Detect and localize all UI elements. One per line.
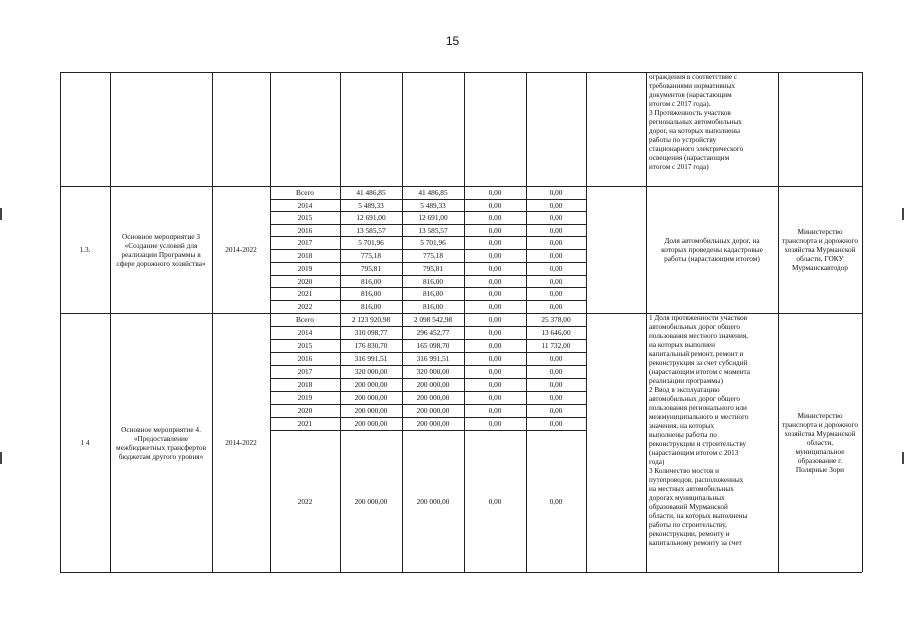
cell-local: 0,00 bbox=[549, 238, 563, 247]
indicator-line: путепроводов, расположенных bbox=[649, 476, 744, 484]
indicator-line: 1 Доля протяженности участков bbox=[649, 314, 748, 322]
cell-year: 2015 bbox=[297, 341, 313, 350]
cell-total: 200 000,00 bbox=[354, 406, 388, 415]
indicator-line: итогом с 2017 года). bbox=[649, 100, 711, 108]
table-column-border bbox=[646, 72, 647, 572]
cell-local: 0,00 bbox=[549, 380, 563, 389]
cell-year: 2014 bbox=[297, 328, 313, 337]
indicator-line: области, на которых выполнены bbox=[649, 512, 748, 520]
cell-total: 200 000,00 bbox=[354, 380, 388, 389]
scan-edge-mark-right-top bbox=[902, 208, 904, 220]
cell-federal: 0,00 bbox=[488, 200, 502, 210]
cell-year: 2021 bbox=[297, 419, 313, 428]
target-indicator: Доля автомобильных дорог, на которых проведены кадастровые работы (нарастающим итогом) bbox=[661, 236, 763, 263]
indicator-line: на которых выполнен bbox=[649, 341, 715, 349]
cell-regional: 296 452,77 bbox=[416, 328, 450, 337]
continuation-indicator-text bbox=[649, 73, 775, 172]
cell-year: 2014 bbox=[297, 200, 313, 210]
cell-local: 0,00 bbox=[549, 367, 563, 376]
cell-regional: 816,00 bbox=[422, 276, 444, 286]
cell-regional: 200 000,00 bbox=[416, 380, 450, 389]
cell-local: 0,00 bbox=[549, 496, 563, 506]
cell-total: 2 123 920,98 bbox=[351, 315, 391, 324]
cell-local: 0,00 bbox=[549, 213, 563, 222]
cell-regional: 200 000,00 bbox=[416, 419, 450, 428]
cell-federal: 0,00 bbox=[488, 188, 502, 197]
cell-federal: 0,00 bbox=[488, 367, 502, 376]
cell-federal: 0,00 bbox=[488, 276, 502, 286]
cell-local: 0,00 bbox=[549, 264, 563, 273]
indicator-line: пользования регионального или bbox=[649, 404, 747, 412]
cell-total: 5 701,96 bbox=[358, 238, 384, 247]
cell-federal: 0,00 bbox=[488, 328, 502, 337]
indicator-line: капитальный ремонт, ремонт и bbox=[649, 350, 744, 358]
cell-year: 2016 bbox=[297, 354, 313, 363]
indicator-line: реализации программы) bbox=[649, 377, 724, 385]
indicator-line: дорогах муниципальных bbox=[649, 494, 725, 502]
indicator-line: пользования местного значения, bbox=[649, 332, 748, 340]
cell-regional: 816,00 bbox=[422, 289, 444, 298]
cell-total: 200 000,00 bbox=[354, 419, 388, 428]
indicator-line: требованиями нормативных bbox=[649, 82, 736, 90]
scan-edge-mark-left-bottom bbox=[0, 452, 2, 464]
indicator-line: автомобильных дорог общего bbox=[649, 395, 741, 403]
indicator-line: 2 Ввод в эксплуатацию bbox=[649, 386, 720, 394]
indicator-line: работы по строительству, bbox=[649, 521, 727, 529]
cell-local: 0,00 bbox=[549, 225, 563, 235]
cell-total: 41 486,85 bbox=[356, 188, 386, 197]
cell-regional: 12 691,00 bbox=[418, 213, 448, 222]
indicator-line: реконструкции и строительству bbox=[649, 440, 747, 448]
cell-total: 816,00 bbox=[360, 289, 382, 298]
indicator-line: межмуниципального и местного bbox=[649, 413, 749, 421]
period: 2014-2022 bbox=[225, 245, 257, 254]
cell-year: 2020 bbox=[297, 276, 313, 286]
table-column-border bbox=[586, 72, 587, 572]
cell-local: 11 732,00 bbox=[541, 341, 571, 350]
cell-federal: 0,00 bbox=[488, 213, 502, 222]
period: 2014-2022 bbox=[225, 438, 257, 447]
cell-local: 0,00 bbox=[549, 276, 563, 286]
cell-federal: 0,00 bbox=[488, 419, 502, 428]
cell-year: Всего bbox=[296, 315, 314, 324]
indicator-line: 3 Количество мостов и bbox=[649, 467, 719, 475]
cell-federal: 0,00 bbox=[488, 264, 502, 273]
cell-federal: 0,00 bbox=[488, 225, 502, 235]
cell-regional: 5 701,96 bbox=[420, 238, 446, 247]
cell-federal: 0,00 bbox=[488, 341, 502, 350]
target-indicator bbox=[649, 314, 775, 571]
indicator-line: реконструкции, ремонту и bbox=[649, 530, 730, 538]
indicator-line: освещения (нарастающим bbox=[649, 154, 730, 162]
cell-federal: 0,00 bbox=[488, 393, 502, 402]
cell-year: 2022 bbox=[297, 302, 313, 311]
indicator-line: (нарастающим итогом с момента bbox=[649, 368, 750, 376]
cell-local: 0,00 bbox=[549, 406, 563, 415]
cell-total: 12 691,00 bbox=[356, 213, 386, 222]
cell-total: 795,81 bbox=[360, 264, 382, 273]
indicator-line: реконструкция за счет субсидий bbox=[649, 359, 748, 367]
cell-regional: 200 000,00 bbox=[416, 393, 450, 402]
cell-federal: 0,00 bbox=[488, 315, 502, 324]
cell-federal: 0,00 bbox=[488, 354, 502, 363]
executor: Министерство транспорта и дорожного хозяйства Мурманской области, ГОКУ Мурманскавтодор bbox=[782, 227, 859, 272]
cell-year: 2016 bbox=[297, 225, 313, 235]
cell-local: 0,00 bbox=[549, 302, 563, 311]
cell-regional: 13 585,57 bbox=[418, 225, 448, 235]
cell-total: 320 000,00 bbox=[354, 367, 388, 376]
cell-local: 0,00 bbox=[549, 393, 563, 402]
table-column-border bbox=[110, 72, 111, 572]
cell-year: 2020 bbox=[297, 406, 313, 415]
cell-local: 0,00 bbox=[549, 200, 563, 210]
cell-total: 200 000,00 bbox=[354, 393, 388, 402]
cell-local: 0,00 bbox=[549, 419, 563, 428]
cell-total: 176 830,70 bbox=[354, 341, 388, 350]
cell-regional: 795,81 bbox=[422, 264, 444, 273]
row-number: 1.3. bbox=[79, 245, 91, 254]
cell-local: 0,00 bbox=[549, 251, 563, 260]
cell-year: 2018 bbox=[297, 251, 313, 260]
cell-federal: 0,00 bbox=[488, 251, 502, 260]
cell-regional: 200 000,00 bbox=[416, 406, 450, 415]
cell-federal: 0,00 bbox=[488, 289, 502, 298]
row-number: 1 4 bbox=[80, 438, 90, 447]
cell-year: 2015 bbox=[297, 213, 313, 222]
executor: Министерство транспорта и дорожного хозяйства Мурманской области, муниципальное образование г. Полярные Зори bbox=[782, 411, 859, 474]
cell-year: 2019 bbox=[297, 264, 313, 273]
table-column-border bbox=[862, 72, 863, 572]
cell-regional: 816,00 bbox=[422, 302, 444, 311]
cell-regional: 320 000,00 bbox=[416, 367, 450, 376]
cell-total: 816,00 bbox=[360, 302, 382, 311]
cell-local: 0,00 bbox=[549, 289, 563, 298]
cell-local: 13 646,00 bbox=[541, 328, 571, 337]
cell-federal: 0,00 bbox=[488, 238, 502, 247]
indicator-line: образований Мурманской bbox=[649, 503, 728, 511]
cell-total: 5 489,33 bbox=[358, 200, 384, 210]
cell-regional: 5 489,33 bbox=[420, 200, 446, 210]
cell-year: Всего bbox=[296, 188, 314, 197]
cell-total: 316 991,51 bbox=[354, 354, 388, 363]
cell-local: 25 378,00 bbox=[541, 315, 571, 324]
cell-federal: 0,00 bbox=[488, 496, 502, 506]
table-row-border bbox=[60, 572, 862, 573]
table-column-border bbox=[778, 72, 779, 572]
cell-year: 2017 bbox=[297, 367, 313, 376]
cell-local: 0,00 bbox=[549, 354, 563, 363]
indicator-line: стационарного электрического bbox=[649, 145, 744, 153]
indicator-line: работы по устройству bbox=[649, 136, 717, 144]
cell-regional: 316 991,51 bbox=[416, 354, 450, 363]
cell-total: 310 098,77 bbox=[354, 328, 388, 337]
indicator-line: капитальному ремонту за счет bbox=[649, 539, 742, 547]
indicator-line: (нарастающим итогом с 2013 bbox=[649, 449, 739, 457]
indicator-line: итогом с 2017 года) bbox=[649, 163, 709, 171]
indicator-line: ограждения в соответствие с bbox=[649, 73, 738, 81]
cell-regional: 165 098,70 bbox=[416, 341, 450, 350]
cell-federal: 0,00 bbox=[488, 406, 502, 415]
cell-year: 2019 bbox=[297, 393, 313, 402]
indicator-line: региональных автомобильных bbox=[649, 118, 742, 126]
indicator-line: на местных автомобильных bbox=[649, 485, 734, 493]
cell-year: 2017 bbox=[297, 238, 313, 247]
cell-year: 2022 bbox=[297, 496, 313, 506]
cell-year: 2018 bbox=[297, 380, 313, 389]
indicator-line: значения, на которых bbox=[649, 422, 715, 430]
cell-total: 13 585,57 bbox=[356, 225, 386, 235]
cell-regional: 775,18 bbox=[422, 251, 444, 260]
cell-regional: 41 486,85 bbox=[418, 188, 448, 197]
indicator-line: выполнены работы по bbox=[649, 431, 717, 439]
indicator-line: документов (нарастающим bbox=[649, 91, 732, 99]
measure-name: Основное мероприятие 4. «Предоставление межбюджетных трансфертов бюджетам другого уровня» bbox=[115, 424, 207, 461]
indicator-line: года) bbox=[649, 458, 665, 466]
cell-regional: 2 098 542,98 bbox=[413, 315, 453, 324]
page-number: 15 bbox=[445, 34, 460, 48]
indicator-line: 3 Протяженность участков bbox=[649, 109, 731, 117]
scan-edge-mark-right-bottom bbox=[902, 452, 904, 464]
indicator-line: дорог, на которых выполнены bbox=[649, 127, 740, 135]
scan-edge-mark-left-top bbox=[0, 208, 2, 220]
cell-total: 200 000,00 bbox=[354, 496, 388, 506]
indicator-line: автомобильных дорог общего bbox=[649, 323, 741, 331]
cell-local: 0,00 bbox=[549, 188, 563, 197]
cell-regional: 200 000,00 bbox=[416, 496, 450, 506]
cell-federal: 0,00 bbox=[488, 380, 502, 389]
cell-total: 816,00 bbox=[360, 276, 382, 286]
cell-federal: 0,00 bbox=[488, 302, 502, 311]
cell-year: 2021 bbox=[297, 289, 313, 298]
cell-total: 775,18 bbox=[360, 251, 382, 260]
measure-name: Основное мероприятие 3 «Создание условий для реализации Программы в сфере дорожного хозяйства» bbox=[116, 231, 206, 268]
